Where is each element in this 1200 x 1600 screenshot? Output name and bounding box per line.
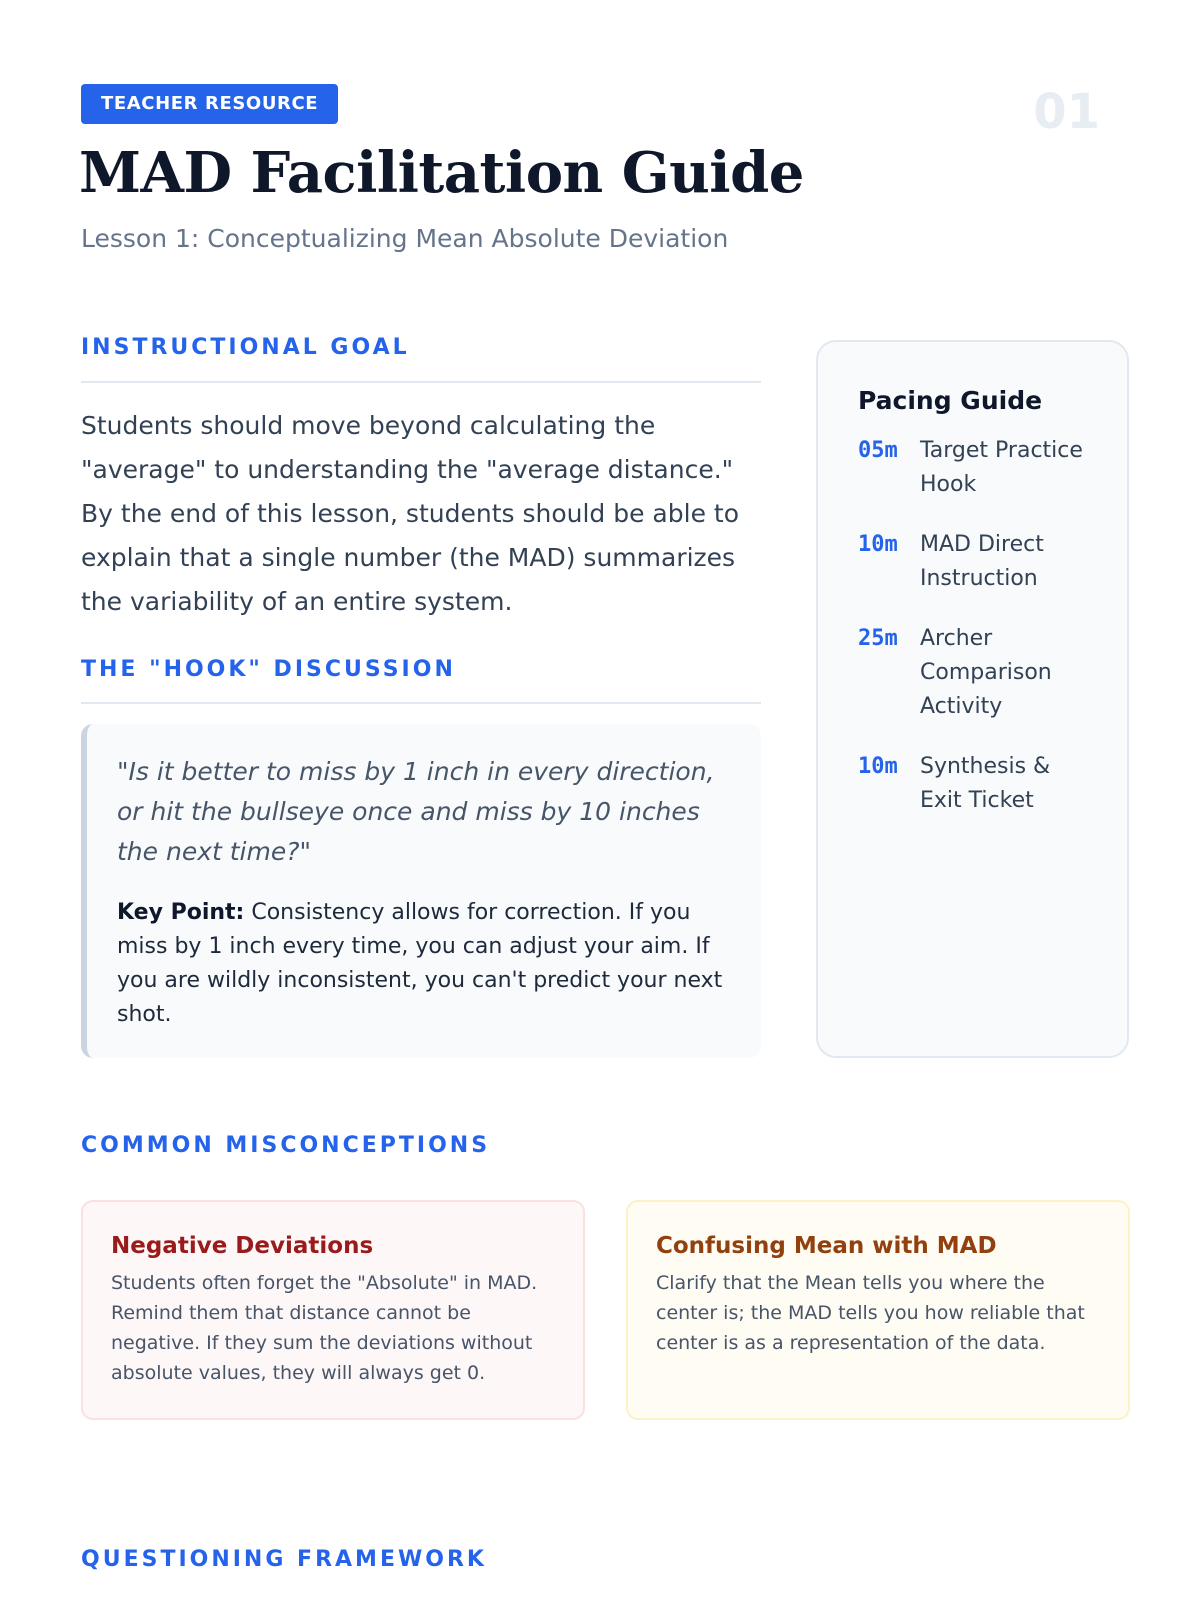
pacing-guide-title: Pacing Guide [858, 386, 1043, 415]
pacing-time: 10m [858, 532, 898, 557]
hook-discussion-heading: THE "HOOK" DISCUSSION [81, 657, 456, 682]
key-point-label: Key Point: [117, 900, 245, 925]
instructional-goal-heading: INSTRUCTIONAL GOAL [81, 335, 410, 360]
misconception-card-mean-vs-mad [626, 1200, 1130, 1420]
instructional-goal-text: Students should move beyond calculating the "average" to understanding the "average distance." By the end of this lesson, students should be able to explain that a single number (the MAD) summarizes the variability of an entire system. [81, 411, 739, 616]
page-subtitle: Lesson 1: Conceptualizing Mean Absolute Deviation [81, 224, 729, 253]
pacing-item [858, 528, 1097, 596]
pacing-item [858, 750, 1097, 818]
pacing-item [858, 434, 1097, 502]
misconception-body: Students often forget the "Absolute" in MAD. Remind them that distance cannot be negative. If they sum the deviations without absolute values, they will always get 0. [111, 1272, 538, 1384]
section-divider [81, 381, 761, 383]
pacing-label: Target Practice Hook [920, 438, 1083, 497]
misconception-title: Confusing Mean with MAD [656, 1233, 997, 1259]
misconception-card-negative-deviations [81, 1200, 585, 1420]
pacing-label: Synthesis & Exit Ticket [920, 754, 1051, 813]
misconceptions-heading: COMMON MISCONCEPTIONS [81, 1133, 491, 1158]
pacing-guide-panel [816, 340, 1129, 1058]
pacing-time: 25m [858, 626, 898, 651]
pacing-time: 05m [858, 438, 898, 463]
hook-callout [81, 724, 761, 1058]
teacher-resource-badge: TEACHER RESOURCE [81, 84, 338, 124]
key-point [117, 896, 731, 1032]
pacing-item [858, 622, 1097, 724]
misconception-title: Negative Deviations [111, 1233, 374, 1259]
pacing-time: 10m [858, 754, 898, 779]
key-point-text: Consistency allows for correction. If you miss by 1 inch every time, you can adjust your aim. If you are wildly inconsistent, you can't predict your next shot. [117, 900, 723, 1027]
page-title: MAD Facilitation Guide [79, 140, 804, 206]
questioning-framework-heading: QUESTIONING FRAMEWORK [81, 1547, 487, 1572]
section-divider [81, 702, 761, 704]
hook-quote: "Is it better to miss by 1 inch in every direction, or hit the bullseye once and miss by 10 inches the next time?" [117, 757, 715, 866]
misconception-body: Clarify that the Mean tells you where the center is; the MAD tells you how reliable that center is as a representation of the data. [656, 1272, 1085, 1354]
pacing-label: MAD Direct Instruction [920, 532, 1044, 591]
pacing-label: Archer Comparison Activity [920, 626, 1052, 719]
page-number: 01 [1033, 84, 1100, 140]
